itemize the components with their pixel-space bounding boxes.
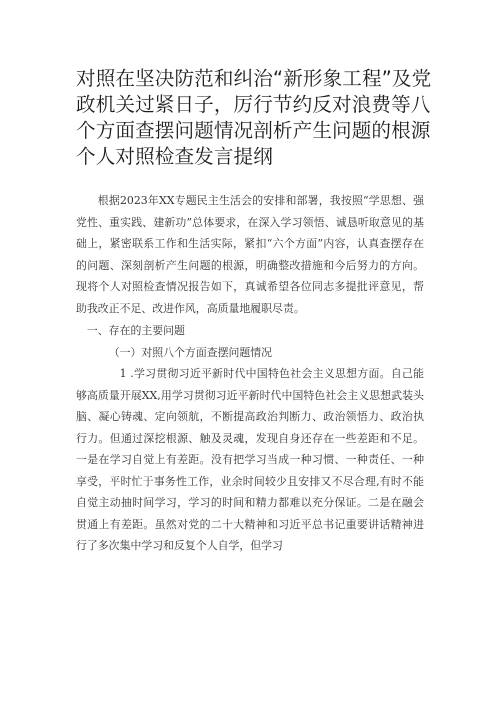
document-title: 对照在坚决防范和纠治“新形象工程”及党政机关过紧日子，厉行节约反对浪费等八个方面查摆问题情况剖析产生问题的根源个人对照检查发言提纲 xyxy=(76,67,432,168)
document-body xyxy=(76,190,424,557)
subsection-heading: （一）对照八个方面查摆问题情况 xyxy=(108,345,273,359)
intro-paragraph: 根据2023年XX专题民主生活会的安排和部署，我按照“学思想、强党性、重实践、建新功”总体要求，在深入学习领悟、诚恳听取意见的基础上，紧密联系工作和生活实际，紧扣“六个方面”内容，认真查摆存在的问题、深刻剖析产生问题的根源，明确整改措施和今后努力的方向。现将个人对照检查情况报告如下，真诚希望各位同志多提批评意见，帮助我改正不足、改进作风，高质量地履职尽责。 xyxy=(76,194,424,315)
section-heading: 一、存在的主要问题 xyxy=(86,324,185,337)
body-paragraph: 1 .学习贯彻习近平新时代中国特色社会主义思想方面。自己能够高质量开展XX,用学习贯彻习近平新时代中国特色社会主义思想武装头脑、凝心铸魂、定向领航，不断提高政治判断力、政治领悟力、政治执行力。但通过深挖根源、触及灵魂，发现自身还存在一些差距和不足。一是在学习自觉上有差距。没有把学习当成一种习惯、一种责任、一种享受，平时忙于事务性工作，业余时间较少且安排又不尽合理,有时不能自觉主动抽时间学习，学习的时间和精力都难以充分保证。二是在融会贯通上有差距。虽然对党的二十大精神和习近平总书记重要讲话精神进行了多次集中学习和反复个人自学，但学习 xyxy=(76,367,424,552)
